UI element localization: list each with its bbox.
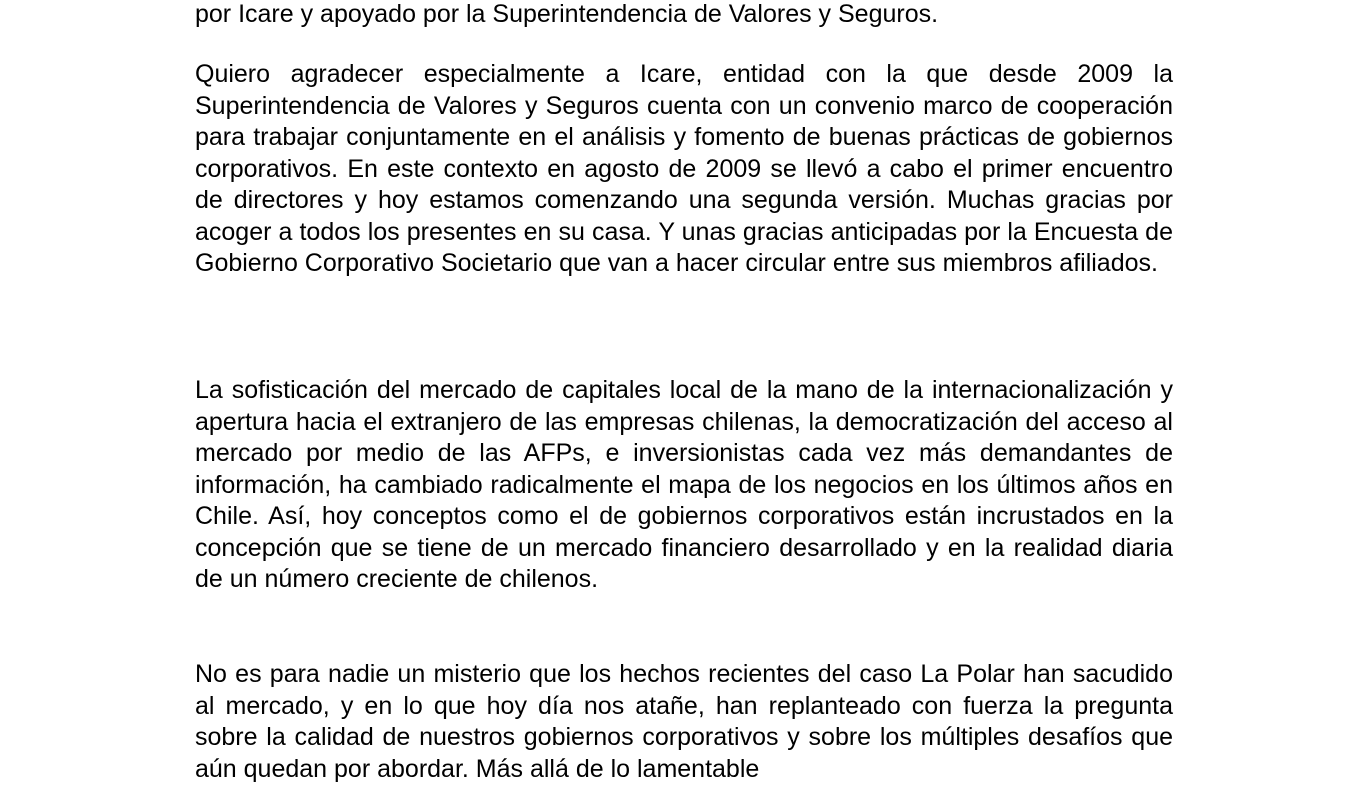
paragraph-acknowledgements: Quiero agradecer especialmente a Icare, entidad con la que desde 2009 la Superintendencia de Valores y Seguros cuenta con un convenio marco de cooperación para trabajar conjuntamente en el análisis y fomento de buenas prácticas de gobiernos corporativos. En este contexto en agosto de 2009 se llevó a cabo el primer encuentro de directores y hoy estamos comenzando una segunda versión. Muchas gracias por acoger a todos los presentes en su casa. Y unas gracias anticipadas por la Encuesta de Gobierno Corporativo Societario que van a hacer circular entre sus miembros afiliados. bbox=[195, 60, 1173, 277]
paragraph-market-sophistication: La sofisticación del mercado de capitales local de la mano de la internacionalización y apertura hacia el extranjero de las empresas chilenas, la democratización del acceso al mercado por medio de las AFPs, e inversionistas cada vez más demandantes de información, ha cambiado radicalmente el mapa de los negocios en los últimos años en Chile. Así, hoy conceptos como el de gobiernos corporativos están incrustados en la concepción que se tiene de un mercado financiero desarrollado y en la realidad diaria de un número creciente de chilenos. bbox=[195, 376, 1173, 593]
paragraph-la-polar-case: No es para nadie un misterio que los hechos recientes del caso La Polar han sacudido al mercado, y en lo que hoy día nos atañe, han replanteado con fuerza la pregunta sobre la calidad de nuestros gobiernos corporativos y sobre los múltiples desafíos que aún quedan por abordar. Más allá de lo lamentable bbox=[195, 660, 1173, 783]
paragraph-intro-fragment: por Icare y apoyado por la Superintendencia de Valores y Seguros. bbox=[195, 0, 939, 28]
